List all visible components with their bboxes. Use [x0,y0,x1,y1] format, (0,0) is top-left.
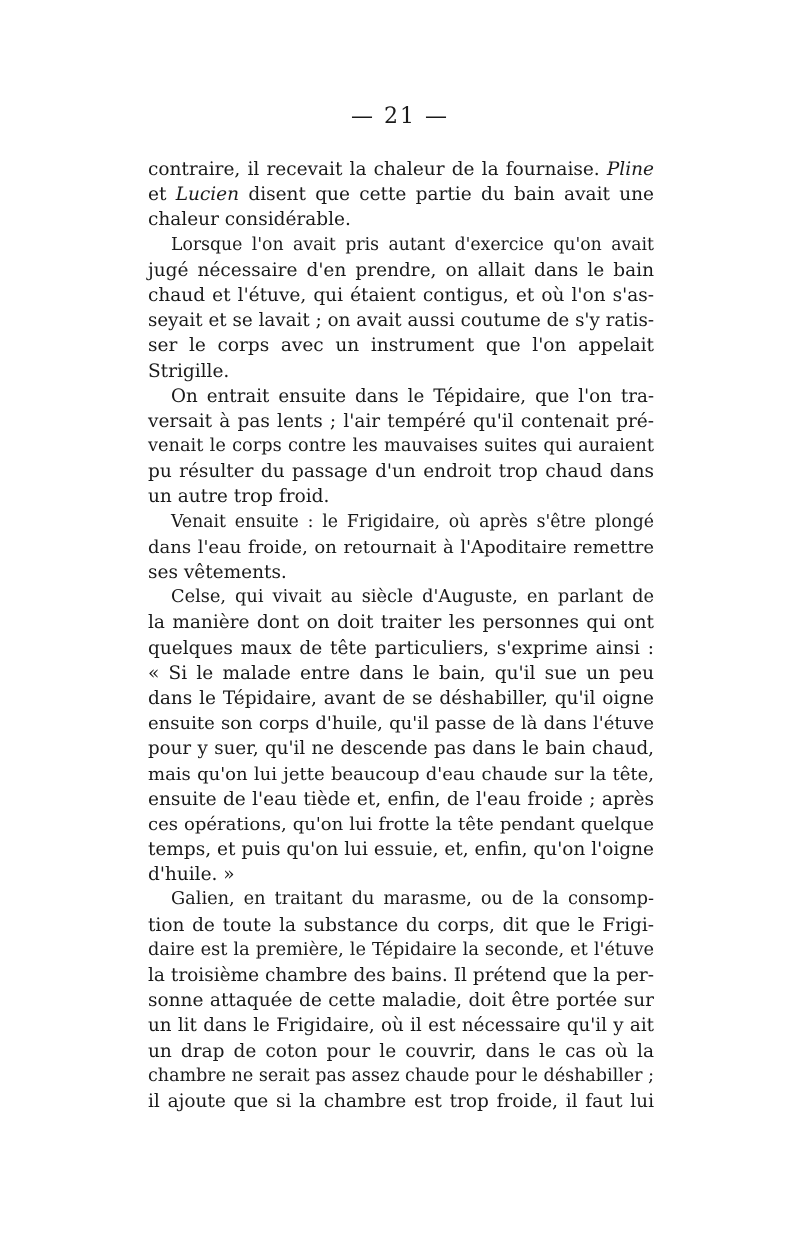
text-line: versait à pas lents ; l'air tempéré qu'il contenait pré- [148,410,654,432]
text-line: pu résulter du passage d'un endroit trop chaud dans [148,461,654,483]
text-line: un drap de coton pour le couvrir, dans le cas où la [148,1040,654,1062]
text-line: ensuite de l'eau tiède et, enfin, de l'eau froide ; après [148,788,654,810]
text-line: ensuite son corps d'huile, qu'il passe de là dans l'étuve [148,713,654,735]
text-line: chambre ne serait pas assez chaude pour le déshabiller ; [148,1065,654,1086]
text-line: Venait ensuite : le Frigidaire, où après s'être plongé [171,511,654,532]
author-name: Lucien [175,184,240,206]
author-name: Pline [606,159,654,180]
text-line: dans le Tépidaire, avant de se déshabiller, qu'il oigne [148,687,654,709]
body-text [148,157,654,1114]
text-line: ser le corps avec un instrument que l'on appelait [148,335,654,357]
text-line: Strigille. [148,360,230,382]
text-line: pour y suer, qu'il ne descende pas dans le bain chaud, [148,738,654,760]
text-line: venait le corps contre les mauvaises suites qui auraient [148,436,654,457]
text-line: ses vêtements. [148,562,287,583]
text-line: On entrait ensuite dans le Tépidaire, que l'on tra- [171,385,654,407]
text-line: Lorsque l'on avait pris autant d'exercice qu'on avait [171,234,654,255]
text-line: un autre trop froid. [148,486,330,508]
text-line: tion de toute la substance du corps, dit que le Frigi- [148,914,654,936]
text-line: sonne attaquée de cette maladie, doit être portée sur [148,990,654,1012]
text-line: d'huile. » [148,864,235,886]
text-line: la troisième chambre des bains. Il prétend que la per- [148,965,654,986]
text-line: la manière dont on doit traiter les personnes qui ont [148,612,654,634]
text-line: chaud et l'étuve, qui étaient contigus, et où l'on s'as- [148,284,654,306]
text-line: « Si le malade entre dans le bain, qu'il sue un peu [148,662,654,684]
text-line: Celse, qui vivait au siècle d'Auguste, en parlant de [171,587,654,608]
text-line: il ajoute que si la chambre est trop froide, il faut lui [148,1090,654,1112]
text-line: temps, et puis qu'on lui essuie, et, enfin, qu'on l'oigne [148,839,654,861]
text-line: et Lucien disent que cette partie du bain avait une [148,184,655,206]
text-line: jugé nécessaire d'en prendre, on allait dans le bain [148,259,654,281]
text-line: quelques maux de tête particuliers, s'exprime ainsi : [148,637,654,659]
text-line: un lit dans le Frigidaire, où il est nécessaire qu'il y ait [148,1015,654,1037]
text-line: chaleur considérable. [148,209,351,231]
text-line: dans l'eau froide, on retournait à l'Apoditaire remettre [148,536,654,558]
text-line: daire est la première, le Tépidaire la seconde, et l'étuve [148,939,654,960]
text-line: mais qu'on lui jette beaucoup d'eau chaude sur la tête, [148,763,654,785]
text-line: seyait et se lavait ; on avait aussi coutume de s'y ratis- [148,310,654,332]
text-line: ces opérations, qu'on lui frotte la tête pendant quelque [148,813,654,835]
text-line: Galien, en traitant du marasme, ou de la consomp- [171,889,654,910]
text-line: contraire, il recevait la chaleur de la fournaise. Pline [148,159,654,180]
page-number: — 21 — [351,104,449,129]
